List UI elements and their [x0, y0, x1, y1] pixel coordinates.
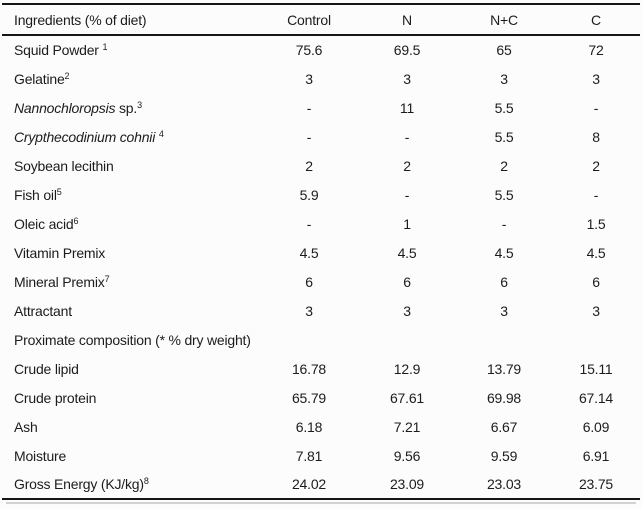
table-row: [2, 180, 640, 209]
value-cell: 23.09: [389, 476, 425, 492]
label-text: Oleic acid: [14, 215, 74, 232]
value-cell: 9.59: [490, 447, 518, 464]
diet-composition-table: [2, 3, 640, 500]
value-cell: -: [593, 99, 599, 116]
row-label: [2, 296, 260, 325]
value-cell: -: [306, 128, 312, 145]
value-cell: 2: [500, 157, 508, 174]
label-text: Soybean lecithin: [14, 157, 114, 174]
value-cell: 69.5: [393, 42, 421, 58]
row-label: [2, 151, 260, 180]
table-row: [2, 151, 640, 180]
bottom-rule-shadow: [6, 502, 636, 504]
value-cell: 6: [500, 273, 508, 290]
footnote-marker: 4: [158, 128, 164, 139]
value-cell: 1.5: [586, 215, 606, 232]
value-cell: 65.79: [291, 389, 327, 406]
species-name: Nannochloropsis: [14, 99, 116, 116]
value-cell: 6: [305, 273, 313, 290]
value-cell: -: [501, 215, 507, 232]
value-cell: 9.56: [393, 447, 421, 464]
table-row: [2, 296, 640, 325]
value-cell: [260, 325, 358, 354]
row-label: [2, 383, 260, 412]
footnote-marker: 6: [73, 215, 79, 226]
label-text: Crude lipid: [14, 360, 79, 377]
value-cell: 67.61: [389, 389, 425, 406]
label-text: Gross Energy (KJ/kg): [14, 476, 144, 492]
label-text: Attractant: [14, 302, 72, 319]
value-cell: 24.02: [291, 476, 327, 492]
value-cell: 5.9: [299, 186, 319, 203]
value-cell: 8: [592, 128, 600, 145]
table-body: [2, 35, 640, 499]
value-cell: 2: [403, 157, 411, 174]
value-cell: -: [593, 186, 599, 203]
value-cell: 4.5: [494, 244, 514, 261]
value-cell: 3: [592, 302, 600, 319]
value-cell: 3: [305, 70, 313, 87]
value-cell: 23.03: [486, 476, 522, 492]
header-ingredients: Ingredients (% of diet): [14, 11, 147, 28]
footnote-marker: 1: [102, 42, 108, 52]
value-cell: 16.78: [291, 360, 327, 377]
label-text: Ash: [14, 418, 38, 435]
value-cell: [358, 325, 456, 354]
value-cell: 6.09: [582, 418, 610, 435]
value-cell: 65: [496, 42, 512, 58]
species-name: Crypthecodinium cohnii: [14, 128, 159, 145]
row-label: [2, 64, 260, 93]
table-row: [2, 470, 640, 499]
value-cell: 3: [403, 70, 411, 87]
value-cell: 11: [399, 99, 415, 116]
row-label: [2, 354, 260, 383]
header-n: N: [402, 11, 412, 28]
value-cell: 69.98: [486, 389, 522, 406]
footnote-marker: 2: [64, 70, 70, 81]
header-n-plus-c: N+C: [490, 11, 518, 28]
label-text: Proximate composition (* % dry weight): [14, 331, 251, 348]
row-label: [2, 470, 260, 499]
value-cell: 6.91: [582, 447, 610, 464]
value-cell: -: [306, 215, 312, 232]
value-cell: 12.9: [393, 360, 421, 377]
label-text: Moisture: [14, 447, 67, 464]
row-label: [2, 238, 260, 267]
value-cell: 7.81: [295, 447, 323, 464]
table-row: [2, 267, 640, 296]
value-cell: 1: [403, 215, 411, 232]
value-cell: 13.79: [486, 360, 522, 377]
label-text: Mineral Premix: [14, 273, 105, 290]
header-control: Control: [287, 11, 331, 28]
label-text: Vitamin Premix: [14, 244, 106, 261]
section-row: [2, 325, 640, 354]
label-text: Gelatine: [14, 70, 65, 87]
value-cell: 3: [592, 70, 600, 87]
value-cell: 3: [403, 302, 411, 319]
row-label: [2, 441, 260, 470]
row-label: [2, 93, 260, 122]
table-row: [2, 238, 640, 267]
value-cell: 6.67: [490, 418, 518, 435]
value-cell: 7.21: [393, 418, 421, 435]
row-label: [2, 35, 260, 64]
value-cell: 6.18: [295, 418, 323, 435]
value-cell: 5.5: [494, 99, 514, 116]
header-row: [2, 4, 640, 35]
value-cell: 6: [592, 273, 600, 290]
label-text: Squid Powder: [14, 42, 103, 58]
value-cell: 72: [588, 42, 604, 58]
value-cell: 3: [500, 70, 508, 87]
value-cell: 3: [500, 302, 508, 319]
table-row: [2, 64, 640, 93]
table-row: [2, 412, 640, 441]
table-header: [2, 4, 640, 35]
table-row: [2, 441, 640, 470]
table-row: [2, 354, 640, 383]
value-cell: 6: [403, 273, 411, 290]
value-cell: 75.6: [295, 42, 323, 58]
value-cell: -: [404, 186, 410, 203]
value-cell: -: [404, 128, 410, 145]
table-row: [2, 35, 640, 64]
value-cell: 23.75: [578, 476, 614, 492]
value-cell: 5.5: [494, 186, 514, 203]
row-label: [2, 122, 260, 151]
header-c: C: [591, 11, 601, 28]
value-cell: 4.5: [299, 244, 319, 261]
value-cell: [552, 325, 640, 354]
table-row: [2, 122, 640, 151]
footnote-marker: 8: [143, 476, 149, 486]
value-cell: [456, 325, 552, 354]
row-label: [2, 267, 260, 296]
row-label: [2, 412, 260, 441]
row-label: [2, 325, 260, 354]
table-row: [2, 209, 640, 238]
value-cell: 5.5: [494, 128, 514, 145]
label-text: Fish oil: [14, 186, 57, 203]
value-cell: 4.5: [397, 244, 417, 261]
label-text: Crude protein: [14, 389, 97, 406]
footnote-marker: 3: [137, 99, 142, 110]
footnote-marker: 5: [56, 186, 62, 197]
table-row: [2, 93, 640, 122]
value-cell: 4.5: [586, 244, 606, 261]
value-cell: 3: [305, 302, 313, 319]
value-cell: 67.14: [578, 389, 614, 406]
value-cell: 15.11: [579, 360, 613, 377]
value-cell: -: [306, 99, 312, 116]
footnote-marker: 7: [104, 273, 110, 284]
row-label: [2, 209, 260, 238]
row-label: [2, 180, 260, 209]
label-text: sp.: [115, 99, 138, 116]
value-cell: 2: [592, 157, 600, 174]
table-row: [2, 383, 640, 412]
value-cell: 2: [305, 157, 313, 174]
